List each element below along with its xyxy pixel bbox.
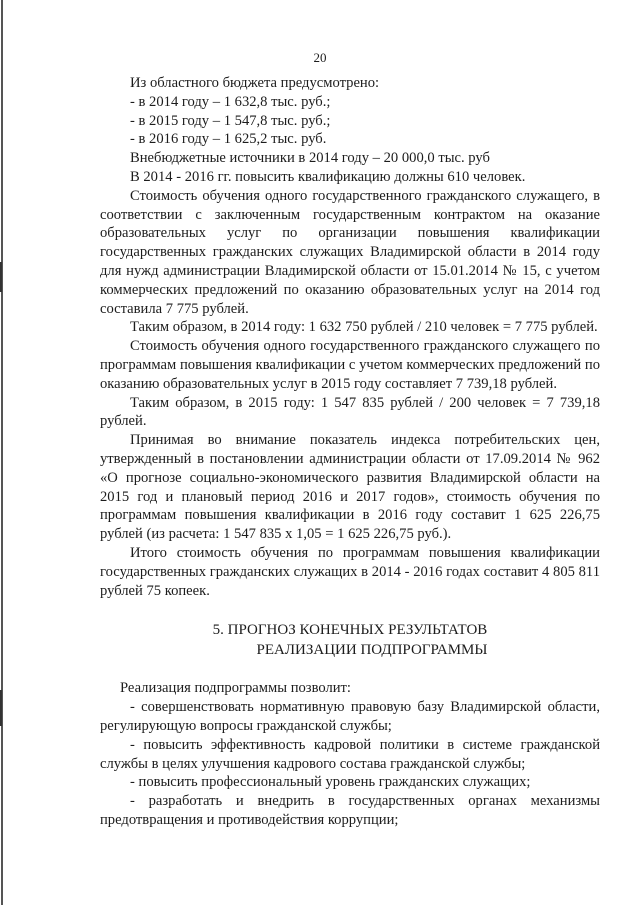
results-item <box>100 792 600 830</box>
paragraph-cost-2014 <box>100 187 600 319</box>
paragraph-text: Таким образом, в 2015 году: 1 547 835 рублей / 200 человек = 7 739,18 рублей. <box>100 394 600 430</box>
results-item <box>100 736 600 774</box>
paragraph-text: - разработать и внедрить в государственных органах механизмы предотвращения и противодействия коррупции; <box>100 793 600 828</box>
document-body <box>100 74 600 830</box>
paragraph-text: - повысить профессиональный уровень гражданских служащих; <box>130 774 531 791</box>
paragraph-text: Стоимость обучения одного государственного гражданского служащего по программам повышения квалификации с учетом коммерческих предложений по оказанию образовательных услуг в 2015 году составляет 7 739,18 рублей. <box>100 338 600 392</box>
results-item <box>100 773 600 792</box>
section-title-line2: РЕАЛИЗАЦИИ ПОДПРОГРАММЫ <box>256 642 488 659</box>
scan-edge-mark <box>0 690 2 726</box>
budget-intro: Из областного бюджета предусмотрено: <box>130 75 380 91</box>
paragraph-cost-2016 <box>100 431 600 544</box>
results-item <box>100 698 600 736</box>
qualification-goal: В 2014 - 2016 гг. повысить квалификацию должны 610 человек. <box>130 168 526 185</box>
paragraph-text: Принимая во внимание показатель индекса потребительских цен, утвержденный в постановлении администрации области от 17.09.2014 № 962 «О прогнозе социально-экономического развития Владимирской области на 2015 год и плановый период 2016 и 2017 годов», стоимость обучения по программам повышения квалификации в 2016 году составит 1 625 226,75 рублей (из расчета: 1 547 835 х 1,05 = 1 625 226,75 руб.). <box>100 432 600 543</box>
paragraph-text: Стоимость обучения одного государственного гражданского служащего, в соответствии с заключенным государственным контрактом на оказание образовательных услуг по организации повышения квалификации государственных гражданских служащих Владимирской области в 2014 году для нужд администрации Владимирской области от 15.01.2014 № 15, с учетом коммерческих предложений по оказанию образовательных услуг на 2014 год составила 7 775 рублей. <box>100 187 600 317</box>
paragraph-calc-2014 <box>100 318 600 337</box>
paragraph-total <box>100 544 600 600</box>
section-heading <box>100 620 600 660</box>
paragraph-text: - совершенствовать нормативную правовую базу Владимирской области, регулирующую вопросы гражданской службы; <box>100 699 600 734</box>
budget-item: - в 2014 году – 1 632,8 тыс. руб.; <box>130 93 331 110</box>
extrabudget-line: Внебюджетные источники в 2014 году – 20 000,0 тыс. руб <box>130 150 490 167</box>
budget-item: - в 2015 году – 1 547,8 тыс. руб.; <box>130 112 331 129</box>
page-number: 20 <box>313 50 327 65</box>
paragraph-cost-2015 <box>100 337 600 393</box>
paragraph-text: - повысить эффективность кадровой политики в системе гражданской службы в целях улучшения кадрового состава гражданской службы; <box>100 736 600 772</box>
paragraph-calc-2015 <box>100 394 600 432</box>
budget-item: - в 2016 году – 1 625,2 тыс. руб. <box>130 131 327 148</box>
results-intro: Реализация подпрограммы позволит: <box>120 680 351 697</box>
paragraph-text: Итого стоимость обучения по программам повышения квалификации государственных гражданских служащих в 2014 - 2016 годах составит 4 805 811 рублей 75 копеек. <box>100 544 600 599</box>
paragraph-text: Таким образом, в 2014 году: 1 632 750 рублей / 210 человек = 7 775 рублей. <box>130 319 598 336</box>
section-title-line1: 5. ПРОГНОЗ КОНЕЧНЫХ РЕЗУЛЬТАТОВ <box>212 622 488 639</box>
scan-page-edge <box>1 0 3 905</box>
scan-edge-mark <box>0 262 2 292</box>
